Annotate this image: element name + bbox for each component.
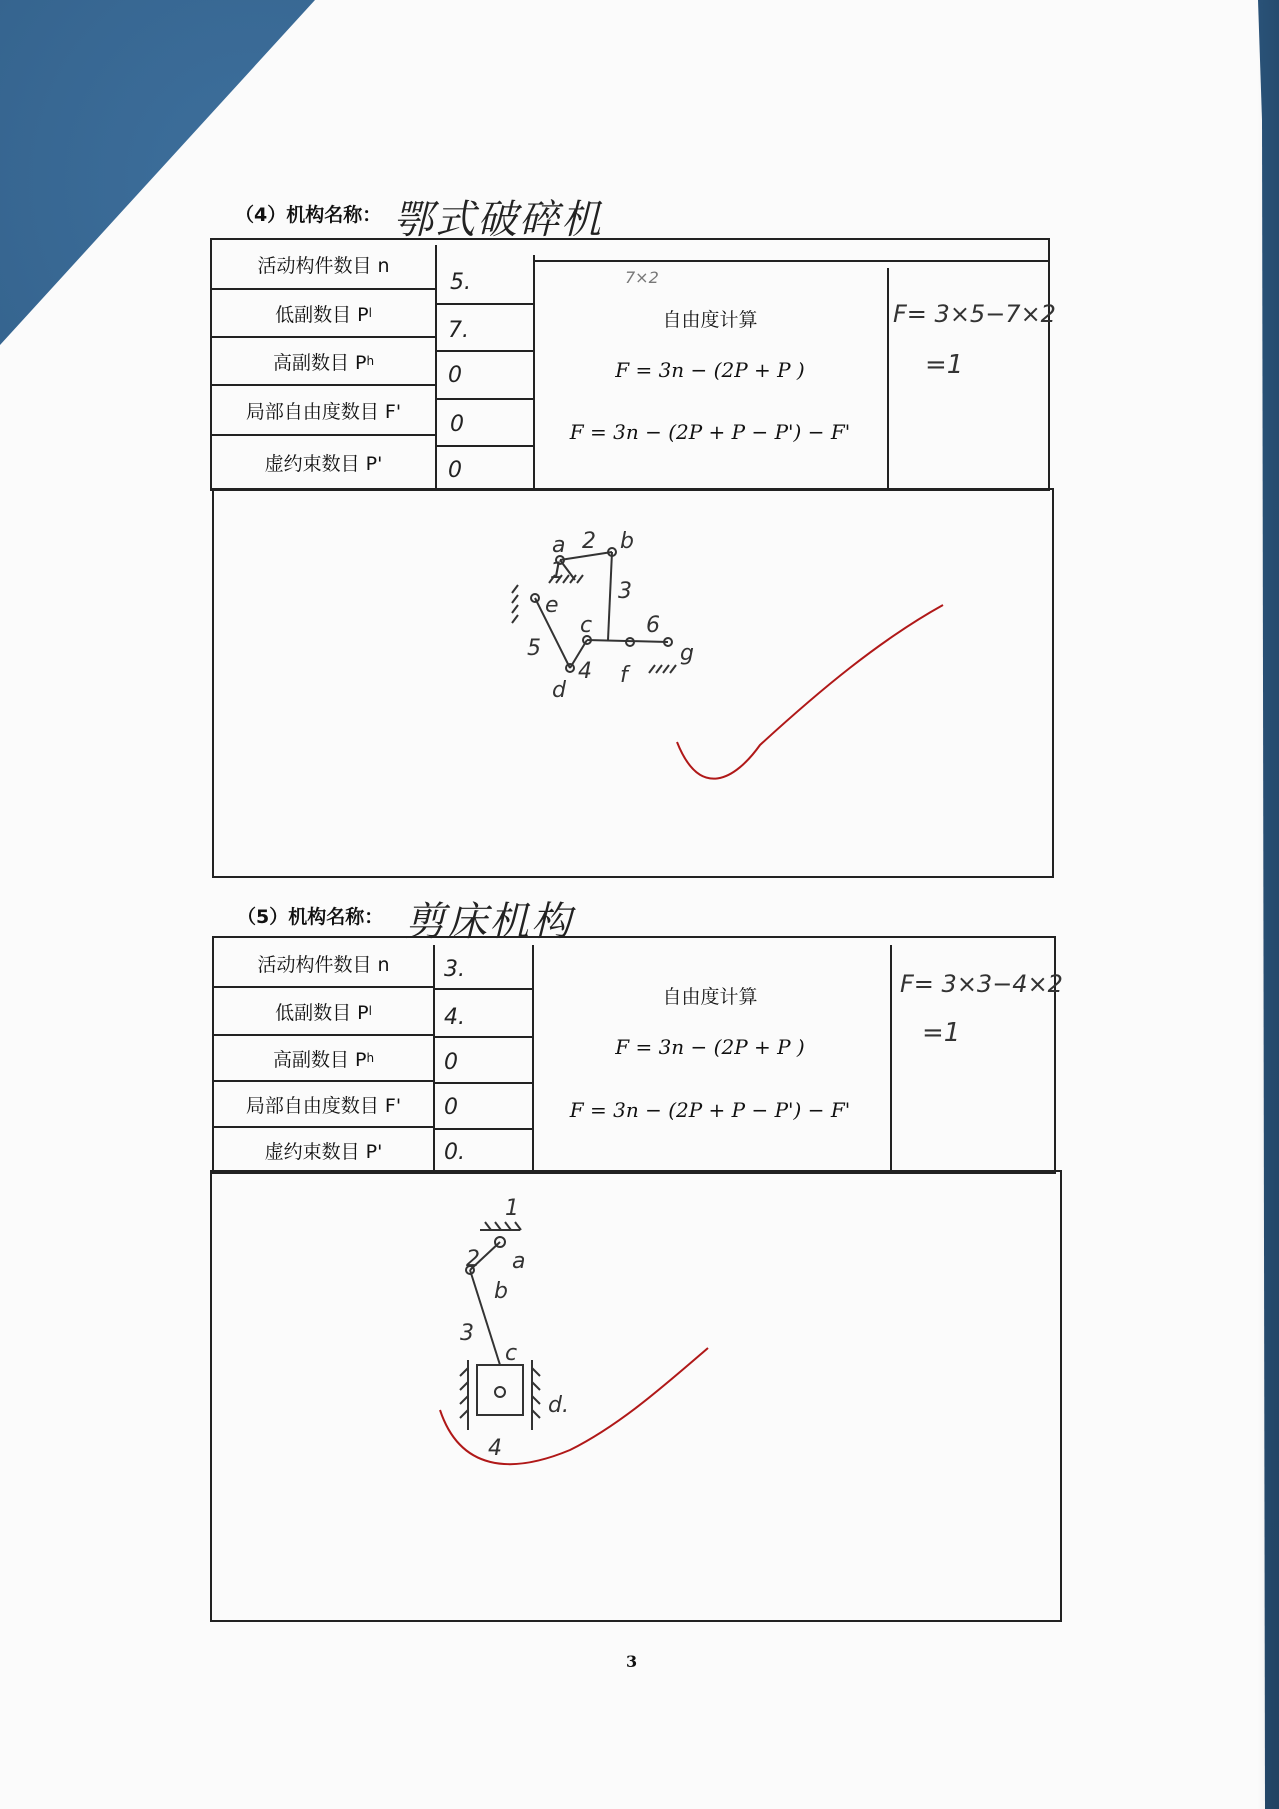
section-4-label-a: a [552, 533, 566, 558]
section-4-label-5: 5 [527, 636, 541, 661]
section-4-value-n: 5. [450, 270, 471, 295]
section-4-value-ph: 0 [448, 363, 462, 388]
section-5-calc-heading: 自由度计算 [662, 986, 758, 1008]
section-5-formula-1: F = 3n − (2P + P ) [615, 1035, 805, 1059]
section-5-label-1: 1 [505, 1196, 519, 1221]
section-5-work-line-1: F= 3×3−4×2 [900, 970, 1063, 998]
section-5-joint-c [495, 1387, 505, 1397]
section-5-label-redundant: 虚约束数目 P' [264, 1140, 383, 1163]
section-5-guide-left-hatch [460, 1368, 468, 1418]
section-4-calc-heading: 自由度计算 [662, 309, 758, 331]
section-4-label-4: 4 [578, 659, 592, 684]
section-4-formula-2: F = 3n − (2P + P − P') − F' [569, 420, 851, 444]
section-4-label-redundant: 虚约束数目 P' [264, 452, 383, 475]
section-5-value-local-dof: 0 [444, 1095, 458, 1120]
section-5-label-ph: 高副数目 P h [214, 1036, 433, 1082]
section-5-label-local-dof: 局部自由度数目 F' [214, 1082, 433, 1128]
section-5-slider [477, 1365, 523, 1415]
section-4-label-f: f [620, 663, 628, 688]
section-4-label-e: e [545, 593, 559, 618]
section-5-value-ph: 0 [444, 1050, 458, 1075]
section-4-work-line-2: =1 [925, 350, 964, 380]
section-5-guide-right-hatch [532, 1368, 540, 1418]
section-4-label-1: 1 [550, 559, 564, 584]
section-5-value-pl: 4. [444, 1005, 465, 1030]
section-5-label-3: 3 [460, 1321, 474, 1346]
section-4-scribble: 7×2 [625, 268, 659, 287]
section-4-label-ph: 高副数目 P h [212, 338, 435, 386]
section-4-label-c: c [580, 613, 593, 638]
section-4-title: （4）机构名称： [235, 204, 382, 226]
section-5-ground-top-hatch [485, 1222, 521, 1230]
section-4-work-line-1: F= 3×5−7×2 [893, 300, 1056, 328]
section-4-value-redundant: 0 [448, 458, 462, 483]
page-number: 3 [626, 1652, 638, 1671]
section-5-formula-2: F = 3n − (2P + P − P') − F' [569, 1098, 851, 1122]
section-4-label-b: b [620, 529, 634, 554]
section-5-handwritten-name: 剪床机构 [405, 899, 573, 945]
section-5-label-n: 活动构件数目 n [214, 940, 433, 988]
section-5-value-n: 3. [444, 957, 465, 982]
section-5-label-2: 2 [466, 1247, 480, 1272]
section-4-label-g: g [680, 641, 694, 666]
section-4-value-local-dof: 0 [450, 412, 464, 437]
section-5-value-redundant: 0. [444, 1140, 465, 1165]
section-5-work-line-2: =1 [922, 1018, 961, 1048]
section-4-label-local-dof: 局部自由度数目 F' [212, 386, 435, 436]
section-4-label-n: 活动构件数目 n [212, 240, 435, 290]
section-4-value-pl: 7. [448, 318, 469, 343]
section-4-formula-1: F = 3n − (2P + P ) [615, 358, 805, 382]
section-5-label-b: b [494, 1279, 508, 1304]
section-5-title: （5）机构名称： [237, 906, 384, 928]
section-4-label-3: 3 [618, 579, 632, 604]
section-5-label-d: d. [548, 1393, 569, 1418]
section-5-label-c: c [505, 1341, 518, 1366]
section-4-label-6: 6 [646, 613, 660, 638]
section-5-label-a: a [512, 1249, 526, 1274]
section-4-label-2: 2 [582, 529, 596, 554]
section-4-handwritten-name: 鄂式破碎机 [393, 197, 603, 243]
section-4-label-pl: 低副数目 P l [212, 290, 435, 338]
section-5-label-pl: 低副数目 P l [214, 988, 433, 1036]
section-5-label-4: 4 [488, 1436, 502, 1461]
section-4-label-d: d [552, 678, 566, 703]
